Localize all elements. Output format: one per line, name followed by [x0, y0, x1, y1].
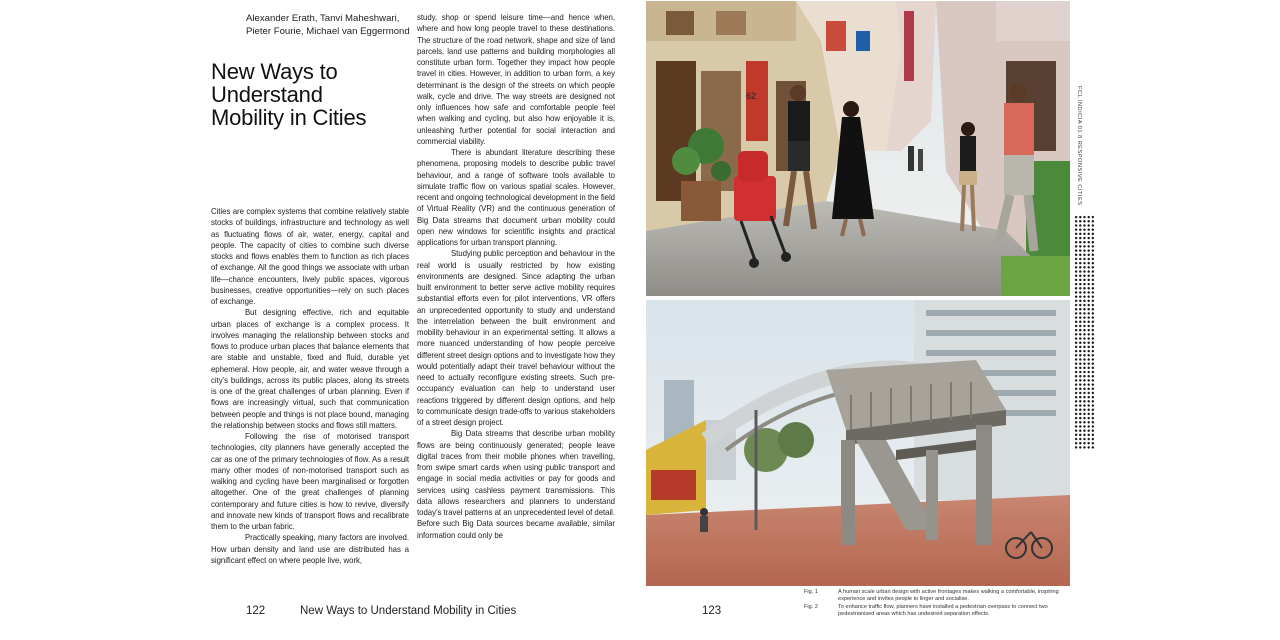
paragraph: Cities are complex systems that combine relatively stable stocks of buildings, infrastructure and technology as well as fluctuating flows of air, water, energy, capital and people. The capacity of cities to combine such diverse stocks and flows enables them to function as rich places of exchange. All the good things we associate with urban life—chance encounters, lively public spaces, vigorous businesses, creative opportunities—rely on such places of exchange. [211, 207, 409, 306]
running-head-text: FCL INDICIA 01 8 RESPONSIVE CITIES [1076, 86, 1082, 206]
author-line-2: Pieter Fourie, Michael van Eggermond [246, 25, 410, 37]
page-number-left: 122 [246, 605, 266, 617]
caption-fig-1 [804, 589, 1070, 604]
caption-text: A human scale urban design with active frontages makes walking a comfortable, inspiring experience and invites people to linger and socialise. [838, 589, 1059, 603]
figure-1-street-photo [646, 1, 1070, 296]
caption-text: To enhance traffic flow, planners have installed a pedestrian overpass to connect two pedestrianised areas which has undesired separation effects. [838, 603, 1048, 617]
figure-captions [804, 589, 1070, 618]
paragraph: Studying public perception and behaviour in the real world is usually restricted by how existing environments are designed. Since adapting the urban built environment to better serve active mobility requires substantial efforts even for pilot interventions, VR offers an unprecedented opportunity to study and understand the interrelation between the built environment and mobility behaviour in an experimental setting. It allows a more nuanced understanding of how people perceive different street design options and to investigate how they would potentially adapt their travel behaviour without the need to actually reconfigure existing streets. Such pre-occupancy evaluation can help to understand user reactions triggered by different design options, and help to communicate design trade-offs to various stakeholders of a street design project. [417, 249, 615, 427]
paragraph: Practically speaking, many factors are involved. How urban density and land use are distributed has a significant effect on where people live, work, [211, 533, 409, 565]
paragraph: There is abundant literature describing these phenomena, proposing models to describe public travel behaviour, and a range of software tools available to simulate traffic flow on various spatial scales. However, recent and ongoing technological development in the field of Virtual Reality (VR) and the continuous generation of Big Data streams that document urban mobility could open new windows for scientific insights and practical applications for urban transport planning. [417, 148, 615, 247]
caption-number: Fig. 2 [804, 603, 818, 610]
caption-number: Fig. 1 [804, 589, 818, 595]
article-title [211, 60, 411, 129]
body-column-1 [211, 206, 409, 566]
shop-number: 62 [746, 91, 757, 101]
authors [246, 13, 416, 38]
body-column-2 [417, 12, 615, 541]
title-line-1: New Ways to [211, 59, 338, 84]
author-line-1: Alexander Erath, Tanvi Maheshwari, [246, 13, 400, 24]
title-line-2: Understand [211, 82, 323, 107]
title-line-3: Mobility in Cities [211, 105, 367, 130]
paragraph: Big Data streams that describe urban mobility flows are being continuously generated; people leave digital traces from their mobile phones when travelling, from swipe smart cards when using public transport and engage in social media activities or pay for goods and services using cashless payment transmissions. This data allows researchers and planners to understand today’s travel patterns at an unprecedented level of detail. Before such Big Data sources became available, similar information could only be [417, 429, 615, 540]
paragraph: But designing effective, rich and equitable urban places of exchange is a complex process. It involves managing the relationship between stocks and flows to produce urban places that balance elements that are stable and unstable, fixed and fluid, durable yet ephemeral. How people, air, and water weave through a city’s buildings, across its public places, along its streets is one of the great challenges of urban planning. Even if flows are increasingly virtual, such that communication between people and things is not place bound, managing the relationship between stocks and flows still matters. [211, 308, 409, 430]
paragraph: Following the rise of motorised transport technologies, city planners have generally accepted the car as one of the primary technologies of flow. As a result many other modes of non-motorised transport such as walking and cycling have been marginalised or forgotten altogether. One of the great challenges of planning contemporary and future cities is how to revive, diversify and innovate new kinds of transport flows and recalibrate them to the urban fabric. [211, 432, 409, 531]
footer-running-title: New Ways to Understand Mobility in Cities [300, 605, 517, 617]
caption-fig-2 [804, 604, 1070, 619]
page-number-right: 123 [702, 605, 722, 617]
halftone-dot-pattern [1074, 215, 1094, 450]
paragraph: study, shop or spend leisure time—and hence when, where and how long people travel to these destinations. The structure of the road network, shape and size of land parcels, land use patterns and building morphologies all constitute urban form. Together they impact how people travel in cities. However, in addition to urban form, a key determinant is the design of the streets on which people walk, cycle and drive. The way streets are designed not only influences how safe and comfortable people feel when walking and cycling, but also how enjoyable it is, unleashing further potential for social interaction and commercial viability. [417, 13, 615, 146]
running-head [1074, 86, 1084, 216]
figure-2-overpass-photo [646, 300, 1070, 586]
